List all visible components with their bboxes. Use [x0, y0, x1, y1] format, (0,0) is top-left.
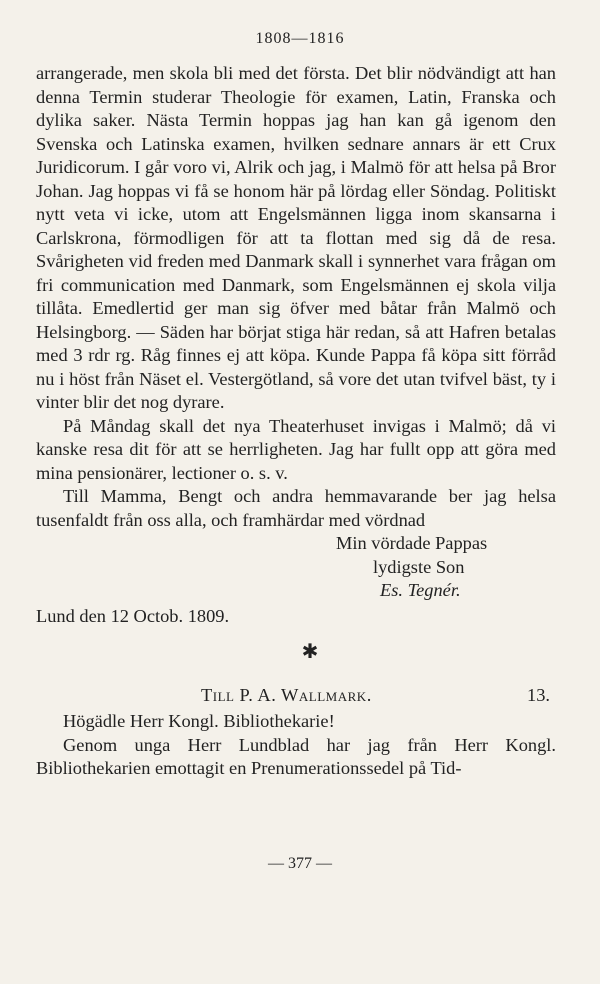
- text-body: [36, 62, 556, 781]
- paragraph-2: På Måndag skall det nya Theaterhuset invigas i Malmö; då vi kanske resa dit för att se herrligheten. Jag har fullt opp att göra med mina pensionärer, lectioner o. s. v.: [36, 415, 556, 483]
- closing-line-2: lydigste Son: [373, 556, 465, 577]
- asterisk-separator: ✱: [301, 641, 319, 663]
- letter-number: 13.: [527, 685, 550, 705]
- letter-opening: Genom unga Herr Lundblad har jag från Herr Kongl. Bibliothekarien emottagit en Prenumerationssedel på Tid-: [36, 734, 556, 778]
- letter-closing: [36, 532, 556, 603]
- closing-line-1: Min vördade Pappas: [336, 533, 488, 553]
- paragraph-3: Till Mamma, Bengt och andra hemmavarande ber jag helsa tusenfaldt från oss alla, och framhärdar med vördnad: [36, 486, 556, 530]
- paragraph-1: arrangerade, men skola bli med det första. Det blir nödvändigt att han denna Termin studerar Theologie för examen, Latin, Franska och dylika saker. Nästa Termin hoppas jag han kan gå igenom den Svenska och Latinska examen, hvilken sednare annars är ett Crux Juridicorum. I går voro vi, Alrik och jag, i Malmö för att helsa på Bror Johan. Jag hoppas vi få se honom här på lördag eller Söndag. Politiskt nytt veta vi icke, utom att Engelsmännen ligga inom skansarna i Carlskrona, förmodligen för att ta flottan med sig då de resa. Svårigheten vid freden med Danmark skall i synnerhet vara frågan om fri communication med Danmark, som Engelsmännen ej skola vilja tillåta. Emedlertid ger man sig öfver med båtar från Malmö och Helsingborg. — Säden har börjat stiga här redan, så att Hafren betalas med 3 rdr rg. Råg finnes ej att köpa. Kunde Pappa få köpa sitt förråd nu i höst från Näset el. Vestergötland, så vore det utan tvifvel bäst, ty i vinter blir det nog dyrare.: [36, 63, 556, 412]
- salutation: Högädle Herr Kongl. Bibliothekarie!: [63, 711, 335, 731]
- place-date: Lund den 12 Octob. 1809.: [36, 605, 230, 626]
- signature: Es. Tegnér.: [380, 580, 461, 600]
- running-head: 1808—1816: [255, 30, 345, 47]
- letter-recipient: Till P. A. Wallmark.: [201, 685, 372, 705]
- letter-heading: [36, 684, 556, 710]
- page-number: — 377 —: [268, 855, 332, 872]
